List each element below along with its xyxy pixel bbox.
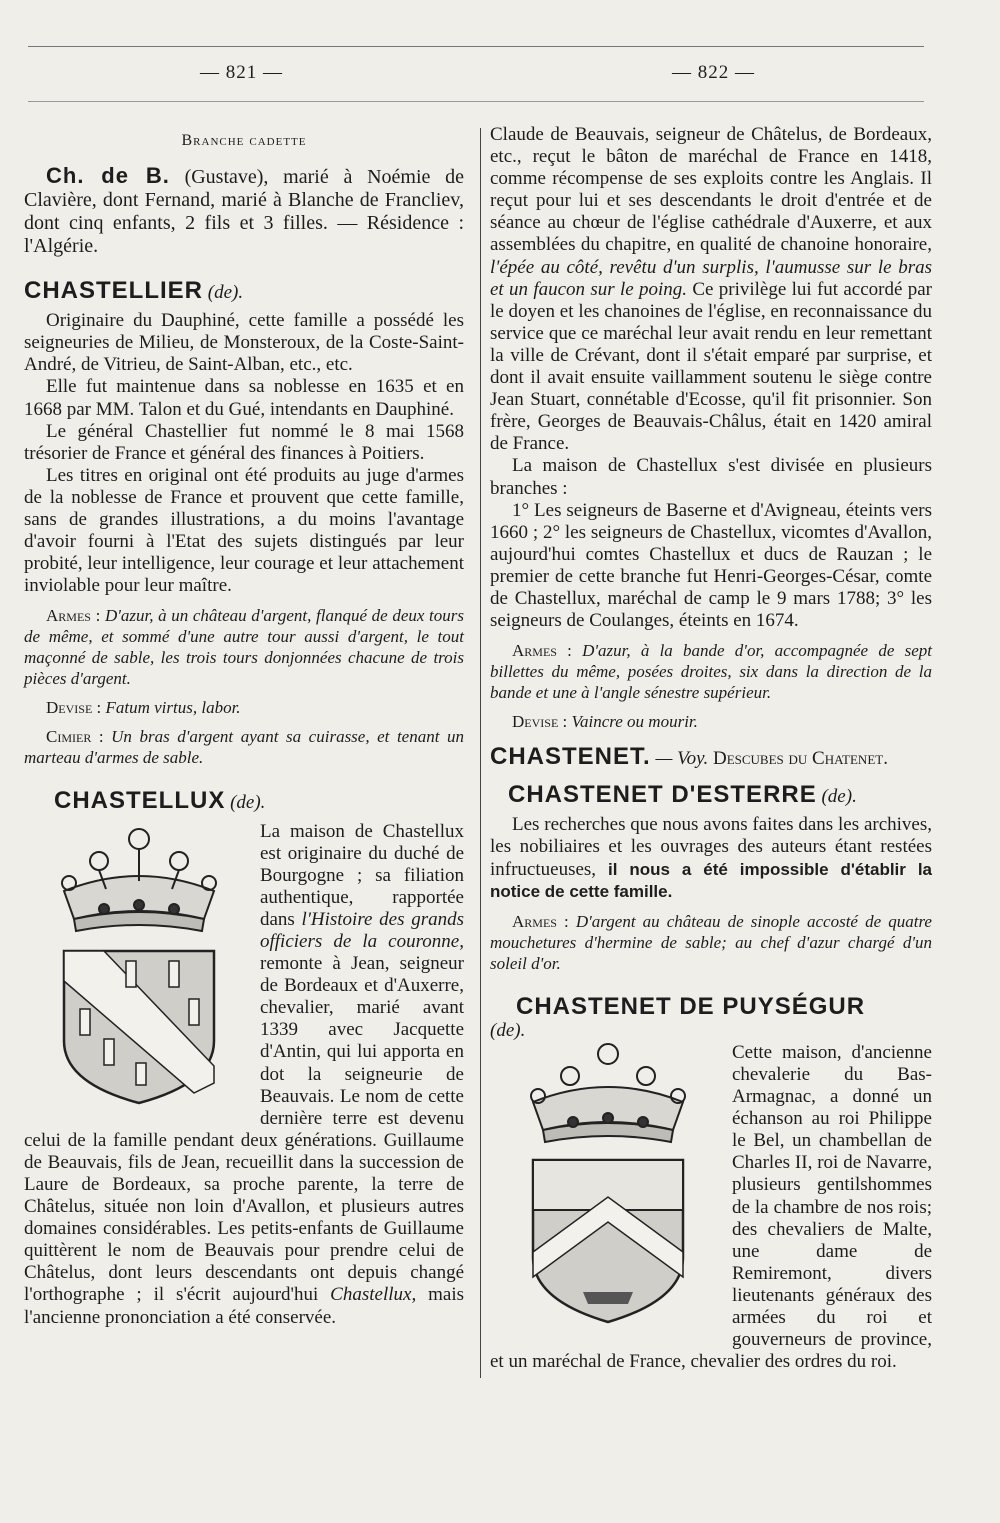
arms-label: Armes : (512, 911, 569, 931)
arms-label: Armes : (512, 641, 572, 661)
devise-label: Devise : (512, 712, 568, 732)
puysegur-coat-of-arms (508, 1042, 720, 1332)
header-rule (28, 101, 924, 102)
chastenet-esterre-particle: (de). (816, 786, 857, 808)
devise-text: Vaincre ou mourir. (567, 712, 698, 732)
chastenet-puysegur-particle-line (490, 1020, 932, 1042)
gustave-entry (24, 164, 464, 258)
chastenet-esterre-arms (490, 911, 932, 974)
cimier-label: Cimier : (46, 727, 104, 747)
chastellux-p1-d: Chastellux, (330, 1284, 417, 1306)
chastellier-cimier (24, 726, 464, 768)
chastellier-particle: (de). (203, 282, 244, 304)
right-column (490, 124, 932, 1373)
chastenet-puysegur-body (490, 1042, 932, 1373)
chastenet-esterre-title: CHASTENET D'ESTERRE (508, 781, 817, 809)
cimier-text: Un bras d'argent ayant sa cuirasse, et tenant un marteau d'armes de sable. (24, 727, 464, 768)
chastellux-p1-e: mais l'ancienne prononciation a été conservée. (24, 1284, 464, 1328)
chastenet-puysegur-heading (490, 992, 932, 1020)
chastellux-p1-a: La maison de Chastellux est originaire du duché de Bourgogne ; sa filiation authentique, rapportée dans (260, 820, 464, 930)
chastellier-p1: Originaire du Dauphiné, cette famille a possédé les seigneuries de Milieu, de Monsteroux, de la Coste-Saint-André, de Vitrieu, de Saint-Alban, etc., etc. (24, 310, 464, 376)
chastellier-title: CHASTELLIER (24, 277, 203, 305)
page-number-left: — 821 — (200, 62, 283, 83)
chastellux-particle: (de). (225, 792, 266, 814)
chastenet-esterre-p1 (490, 814, 932, 902)
left-column (24, 124, 464, 1329)
chastenet-voy: — Voy. (650, 748, 709, 770)
chastellux-body (24, 821, 464, 1329)
chastellux-devise (490, 711, 932, 732)
arms-label: Armes : (46, 606, 101, 626)
right-p1-c: Ce privilège lui fut accordé par le doyen et les chanoines de l'église, en reconnaissance du service que ce maréchal leur avait rendu en leur remettant la ville de Crévant, dont il s'était emparé par surprise, et dont il avait ensuite vaillamment soutenu le siège contre Jean Stuart, connétable d'Ecosse, qu'il fit prisonnier. Son frère, Georges de Beauvais-Châlus, était en 1420 amiral de France. (490, 278, 933, 455)
chastellux-p1-b: l'Histoire des grands officiers de la couronne, (260, 908, 465, 952)
devise-label: Devise : (46, 698, 102, 718)
arms-text: D'argent au château de sinople accosté de quatre mouchetures d'hermine de sable; au chef d'azur chargé d'un soleil d'or. (490, 911, 932, 973)
right-p1 (490, 124, 932, 455)
page-number-right: — 822 — (672, 62, 755, 83)
top-rule (28, 46, 924, 47)
chastellier-heading (24, 277, 464, 305)
devise-text: Fatum virtus, labor. (101, 698, 241, 718)
chastenet-esterre-p1-a: Les recherches que nous avons faites dans les archives, les nobiliaires et les ouvrages des auteurs étant restées infructueuses, (490, 814, 932, 880)
right-p1-a: Claude de Beauvais, seigneur de Châtelus, de Bordeaux, etc., reçut le bâton de maréchal de France en 1418, comme récompense de ses exploits contre les Anglais. Il reçut pour lui et ses descendants le droit d'entrée et de séance au chœur de l'église cathédrale d'Auxerre, et aux assemblées du chapitre, en qualité de chanoine honoraire, (490, 124, 932, 256)
chastellier-p3: Le général Chastellier fut nommé le 8 mai 1568 trésorier de France et général des finances à Poitiers. (24, 420, 464, 464)
chastenet-title: CHASTENET. (490, 743, 651, 771)
chastenet-ref: Descubes du Chatenet. (708, 748, 888, 770)
right-p3: 1° Les seigneurs de Baserne et d'Avigneau, éteints vers 1660 ; 2° les seigneurs de Chastellux, vicomtes d'Avallon, aujourd'hui comtes Chastellux et ducs de Rauzan ; le premier de cette branche fut Henri-Georges-César, comte de Chastellux, maréchal de camp le 9 mars 1788; 3° les seigneurs de Coulanges, éteints en 1674. (490, 499, 932, 632)
branch-title: Branche cadette (181, 132, 307, 149)
gustave-name: Ch. de B. (46, 163, 170, 189)
arms-text: D'azur, à la bande d'or, accompagnée de sept billettes du même, posées droites, six dans la direction de la bande et une à l'angle sénestre supérieur. (490, 641, 932, 703)
right-p2: La maison de Chastellux s'est divisée en plusieurs branches : (490, 455, 932, 499)
chastellux-arms (490, 640, 932, 703)
chastellux-heading (24, 787, 464, 815)
column-divider (480, 128, 481, 1378)
chastenet-puysegur-particle: (de). (490, 1019, 526, 1041)
chastenet-puysegur-p1: Cette maison, d'ancienne chevalerie du Bas-Armagnac, a donné un échanson au roi Philippe le Bel, un chambellan de Charles II, roi de Navarre, plusieurs gentilshommes de la chambre de nos rois; des chevaliers de Malte, une dame de Remiremont, divers lieutenants généraux des armées du roi et gouverneurs de province, et un maréchal de France, chevalier des ordres du roi. (490, 1041, 932, 1373)
chastellux-p1-c: remonte à Jean, seigneur de Bordeaux et d'Auxerre, chevalier, marié avant 1339 avec Jacquette d'Antin, qui lui apporta en dot la seigneurie de Beauvais. Le nom de cette dernière terre est devenu celui de la famille pendant deux générations. Guillaume de Beauvais, fils de Jean, recueillit dans la succession de Laure de Bordeaux, sa proche parente, la terre de Châtelus, située non loin d'Avallon, et plusieurs autres domaines considérables. Les petits-enfants de Guillaume quittèrent le nom de Beauvais pour prendre celui de Châtelus, dont leurs descendants ont depuis changé l'orthographe ; il s'écrit aujourd'hui (24, 953, 464, 1306)
chastellux-coat-of-arms (44, 821, 244, 1111)
chastenet-esterre-heading (490, 781, 932, 809)
chastellier-p4: Les titres en original ont été produits au juge d'armes de la noblesse de France et prouvent que cette famille, sans de grandes illustrations, a du moins l'avantage d'avoir fourni à l'Etat des sujets distingués par leur probité, leur intelligence, leur courage et leur attachement inviolable pour leur maître. (24, 464, 464, 597)
chastenet-esterre-p1-b: il nous a été impossible d'établir la notice de cette famille. (490, 859, 932, 901)
gustave-text: (Gustave), marié à Noémie de Clavière, dont Fernand, marié à Blanche de Francliev, dont cinq enfants, 2 fils et 3 filles. — Résidence : l'Algérie. (24, 166, 464, 258)
chastenet-heading (490, 743, 932, 771)
chastenet-puysegur-title: CHASTENET DE PUYSÉGUR (516, 992, 866, 1020)
chastellux-title: CHASTELLUX (54, 787, 226, 815)
right-p1-b: l'épée au côté, revêtu d'un surplis, l'aumusse sur le bras et un faucon sur le poing. (490, 256, 932, 300)
arms-text: D'azur, à un château d'argent, flanqué de deux tours de même, et sommé d'une autre tour aussi d'argent, le tout maçonné de sable, les trois tours donjonnées chacune de trois pièces d'argent. (24, 606, 464, 689)
chastellier-arms (24, 605, 464, 689)
chastellier-p2: Elle fut maintenue dans sa noblesse en 1635 et en 1668 par MM. Talon et du Gué, intendants en Dauphiné. (24, 376, 464, 420)
chastellier-devise (24, 697, 464, 718)
